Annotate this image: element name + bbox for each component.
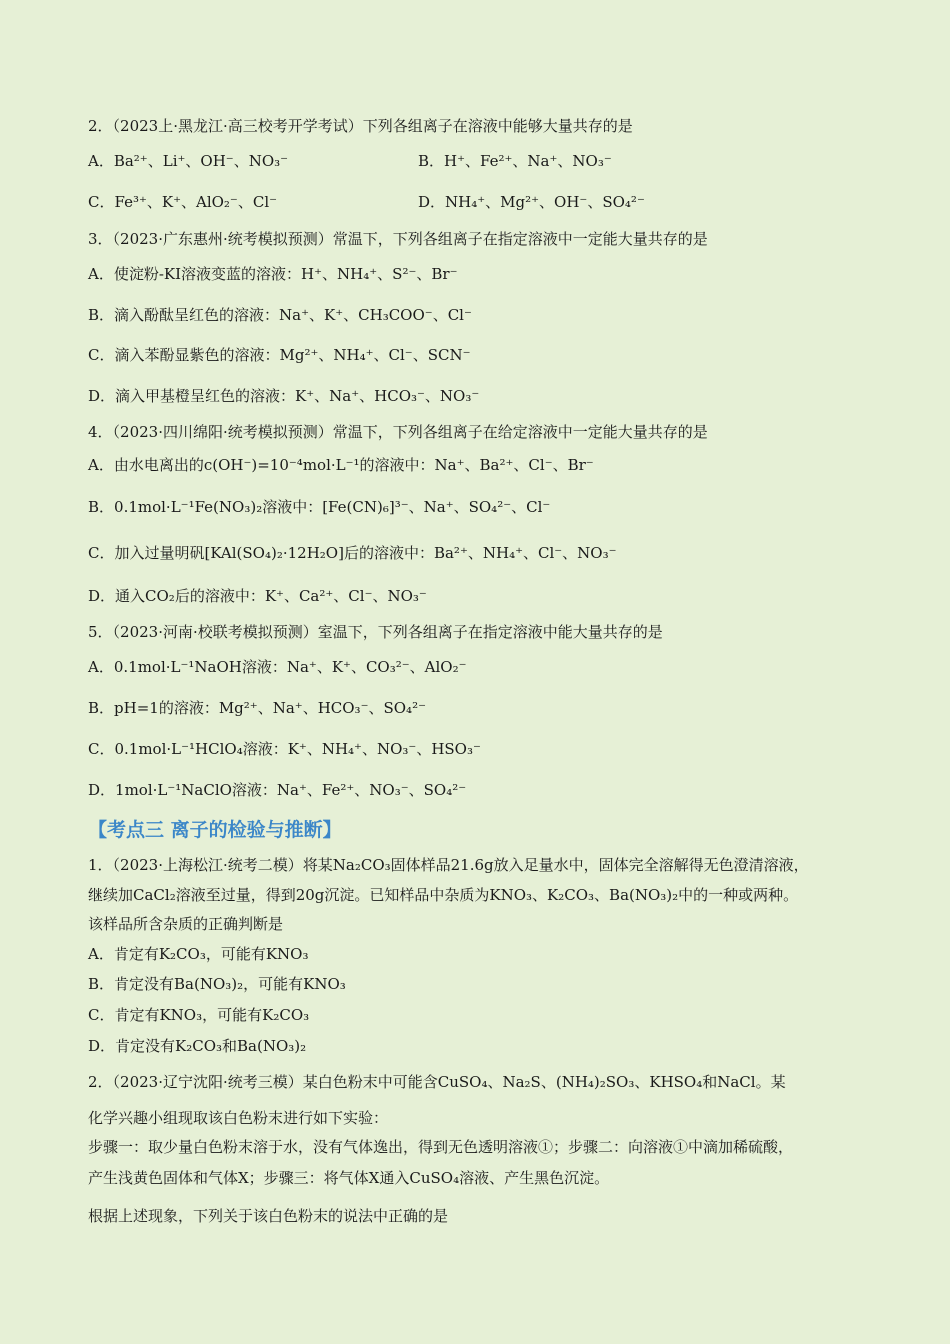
s3-q1-option-c: C．肯定有KNO₃，可能有K₂CO₃ (88, 1006, 310, 1024)
s3-q2-stem-line1: 2．（2023·辽宁沈阳·统考三模）某白色粉末中可能含CuSO₄、Na₂S、(NH₄)₂SO₃、KHSO₄和NaCl。某 (88, 1073, 786, 1091)
q2-option-a: A．Ba²⁺、Li⁺、OH⁻、NO₃⁻ (88, 152, 289, 170)
q5-option-c: C．0.1mol·L⁻¹HClO₄溶液：K⁺、NH₄⁺、NO₃⁻、HSO₃⁻ (88, 740, 481, 758)
q4-option-d: D．通入CO₂后的溶液中：K⁺、Ca²⁺、Cl⁻、NO₃⁻ (88, 587, 427, 605)
q4-option-a: A．由水电离出的c(OH⁻)=10⁻⁴mol·L⁻¹的溶液中：Na⁺、Ba²⁺、Cl⁻、Br⁻ (88, 456, 594, 474)
q3-option-c: C．滴入苯酚显紫色的溶液：Mg²⁺、NH₄⁺、Cl⁻、SCN⁻ (88, 346, 471, 364)
s3-q1-option-b: B．肯定没有Ba(NO₃)₂，可能有KNO₃ (88, 975, 346, 993)
q5-option-b: B．pH=1的溶液：Mg²⁺、Na⁺、HCO₃⁻、SO₄²⁻ (88, 699, 426, 717)
q3-option-d: D．滴入甲基橙呈红色的溶液：K⁺、Na⁺、HCO₃⁻、NO₃⁻ (88, 387, 480, 405)
s3-q2-stem-line5: 根据上述现象，下列关于该白色粉末的说法中正确的是 (88, 1207, 449, 1225)
q4-option-c: C．加入过量明矾[KAl(SO₄)₂·12H₂O]后的溶液中：Ba²⁺、NH₄⁺、Cl⁻、NO₃⁻ (88, 544, 617, 562)
s3-q2-step-line1: 步骤一：取少量白色粉末溶于水，没有气体逸出，得到无色透明溶液①；步骤二：向溶液①中滴加稀硫酸， (88, 1138, 794, 1156)
q4-option-b: B．0.1mol·L⁻¹Fe(NO₃)₂溶液中：[Fe(CN)₆]³⁻、Na⁺、SO₄²⁻、Cl⁻ (88, 498, 551, 516)
q5-option-d: D．1mol·L⁻¹NaClO溶液：Na⁺、Fe²⁺、NO₃⁻、SO₄²⁻ (88, 781, 467, 799)
q2-stem: 2．（2023上·黑龙江·高三校考开学考试）下列各组离子在溶液中能够大量共存的是 (88, 117, 633, 135)
q2-option-c: C．Fe³⁺、K⁺、AlO₂⁻、Cl⁻ (88, 193, 278, 211)
s3-q1-stem-line1: 1．（2023·上海松江·统考二模）将某Na₂CO₃固体样品21.6g放入足量水中，固体完全溶解得无色澄清溶液， (88, 856, 809, 874)
q4-stem: 4．（2023·四川绵阳·统考模拟预测）常温下，下列各组离子在给定溶液中一定能大量共存的是 (88, 423, 708, 441)
q3-option-b: B．滴入酚酞呈红色的溶液：Na⁺、K⁺、CH₃COO⁻、Cl⁻ (88, 306, 472, 324)
q2-option-d: D．NH₄⁺、Mg²⁺、OH⁻、SO₄²⁻ (418, 193, 645, 211)
q2-option-b: B．H⁺、Fe²⁺、Na⁺、NO₃⁻ (418, 152, 612, 170)
s3-q1-option-d: D．肯定没有K₂CO₃和Ba(NO₃)₂ (88, 1037, 307, 1055)
s3-q2-stem-line2: 化学兴趣小组现取该白色粉末进行如下实验： (88, 1109, 389, 1127)
s3-q1-stem-line2: 继续加CaCl₂溶液至过量，得到20g沉淀。已知样品中杂质为KNO₃、K₂CO₃、Ba(NO₃)₂中的一种或两种。 (88, 886, 799, 904)
q5-stem: 5．（2023·河南·校联考模拟预测）室温下，下列各组离子在指定溶液中能大量共存的是 (88, 623, 663, 641)
q3-stem: 3．（2023·广东惠州·统考模拟预测）常温下，下列各组离子在指定溶液中一定能大量共存的是 (88, 230, 708, 248)
q2-options-cd (88, 192, 880, 212)
q2-options-ab (88, 151, 880, 171)
s3-q1-stem-line3: 该样品所含杂质的正确判断是 (88, 915, 284, 933)
s3-q1-option-a: A．肯定有K₂CO₃，可能有KNO₃ (88, 945, 309, 963)
s3-q2-step-line2: 产生浅黄色固体和气体X；步骤三：将气体X通入CuSO₄溶液、产生黑色沉淀。 (88, 1169, 610, 1187)
section-heading: 【考点三 离子的检验与推断】 (88, 819, 342, 841)
q5-option-a: A．0.1mol·L⁻¹NaOH溶液：Na⁺、K⁺、CO₃²⁻、AlO₂⁻ (88, 658, 467, 676)
q3-option-a: A．使淀粉-KI溶液变蓝的溶液：H⁺、NH₄⁺、S²⁻、Br⁻ (88, 265, 458, 283)
